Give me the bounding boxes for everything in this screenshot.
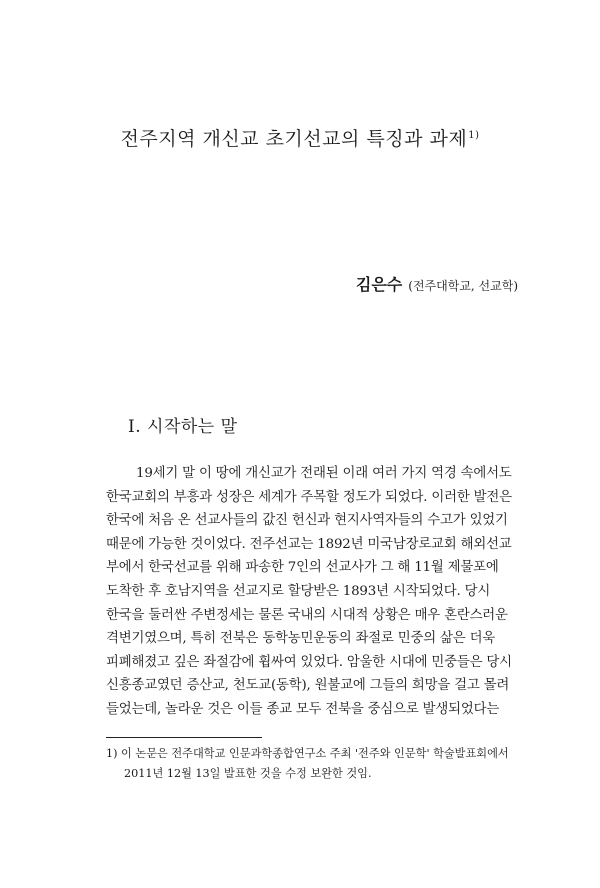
body-line: 들었는데, 놀라운 것은 이들 종교 모두 전북을 중심으로 발생되었다는 [106, 701, 500, 717]
body-line: 부에서 한국선교를 위해 파송한 7인의 선교사가 그 해 11월 제물포에 [106, 560, 499, 576]
footnote-line: 1) 이 논문은 전주대학교 인문과학종합연구소 주최 '전주와 인문학' 학술발표회에서 [106, 747, 509, 760]
author-affiliation: (전주대학교, 선교학) [408, 279, 518, 293]
body-line: 19세기 말 이 땅에 개신교가 전래된 이래 여러 가지 역경 속에서도 [136, 466, 512, 481]
section-heading: I. 시작하는 말 [128, 417, 238, 437]
body-line: 때문에 가능한 것이었다. 전주선교는 1892년 미국남장로교회 해외선교 [106, 536, 512, 552]
paper-title-text: 전주지역 개신교 초기선교의 특징과 과제 [120, 128, 468, 150]
body-line: 격변기였으며, 특히 전북은 동학농민운동의 좌절로 민중의 삶은 더욱 [106, 631, 496, 647]
body-line: 한국에 처음 온 선교사들의 값진 헌신과 현지사역자들의 수고가 있었기 [106, 513, 508, 529]
paper-title [0, 124, 600, 151]
author-name: 김은수 [355, 275, 403, 294]
body-line: 신흥종교였던 증산교, 천도교(동학), 원불교에 그들의 희망을 걸고 몰려 [106, 678, 510, 694]
title-footnote-mark[interactable]: 1) [468, 129, 480, 141]
footnote [106, 744, 516, 784]
author-line [356, 272, 518, 295]
body-line: 한국교회의 부흥과 성장은 세계가 주목할 정도가 되었다. 이러한 발전은 [106, 489, 512, 505]
body-line: 한국을 둘러싼 주변정세는 물론 국내의 시대적 상황은 매우 혼란스러운 [106, 607, 508, 623]
footnote-line: 2011년 12월 13일 발표한 것을 수정 보완한 것임. [124, 767, 372, 780]
body-line: 피폐해졌고 깊은 좌절감에 휩싸여 있었다. 암울한 시대에 민중들은 당시 [106, 654, 512, 670]
body-line: 도착한 후 호남지역을 선교지로 할당받은 1893년 시작되었다. 당시 [106, 583, 491, 599]
body-paragraph [106, 462, 514, 722]
footnote-divider [106, 737, 262, 738]
